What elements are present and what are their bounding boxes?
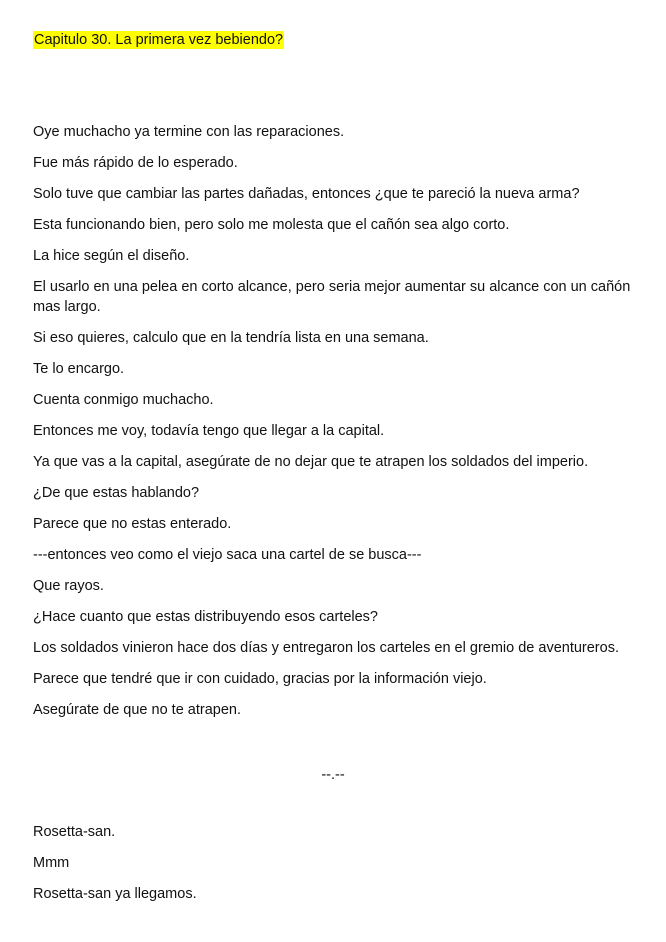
dialogue-block [33,122,643,731]
dialogue-block-2 [33,822,643,915]
dialogue-line: Que rayos. [33,578,104,594]
dialogue-line: Esta funcionando bien, pero solo me molesta que el cañón sea algo corto. [33,217,510,233]
dialogue-line: Ya que vas a la capital, asegúrate de no dejar que te atrapen los soldados del imperio. [33,454,589,470]
dialogue-line: Mmm [33,855,70,871]
chapter-title: Capitulo 30. La primera vez bebiendo? [34,32,284,48]
dialogue-line: Rosetta-san ya llegamos. [33,886,197,902]
dialogue-line: Parece que tendré que ir con cuidado, gracias por la información viejo. [33,671,487,687]
dialogue-line: Cuenta conmigo muchacho. [33,392,214,408]
dialogue-line: Rosetta-san. [33,824,116,840]
dialogue-line: Fue más rápido de lo esperado. [33,155,238,171]
dialogue-line: La hice según el diseño. [33,248,190,264]
dialogue-line: Entonces me voy, todavía tengo que llegar a la capital. [33,423,385,439]
dialogue-line: Los soldados vinieron hace dos días y entregaron los carteles en el gremio de aventureros. [33,640,619,656]
dialogue-line: Oye muchacho ya termine con las reparaciones. [33,124,345,140]
dialogue-line: Si eso quieres, calculo que en la tendría lista en una semana. [33,330,429,346]
scene-separator: --.-- [321,767,345,783]
dialogue-line: ¿Hace cuanto que estas distribuyendo esos carteles? [33,609,378,625]
narration-line: ---entonces veo como el viejo saca una cartel de se busca--- [33,547,422,563]
dialogue-line: ¿De que estas hablando? [33,485,200,501]
dialogue-line: Asegúrate de que no te atrapen. [33,702,241,718]
dialogue-line: Solo tuve que cambiar las partes dañadas, entonces ¿que te pareció la nueva arma? [33,186,580,202]
dialogue-line: Te lo encargo. [33,361,125,377]
dialogue-line: Parece que no estas enterado. [33,516,232,532]
dialogue-line: El usarlo en una pelea en corto alcance, pero seria mejor aumentar su alcance con un cañón mas largo. [33,279,631,315]
